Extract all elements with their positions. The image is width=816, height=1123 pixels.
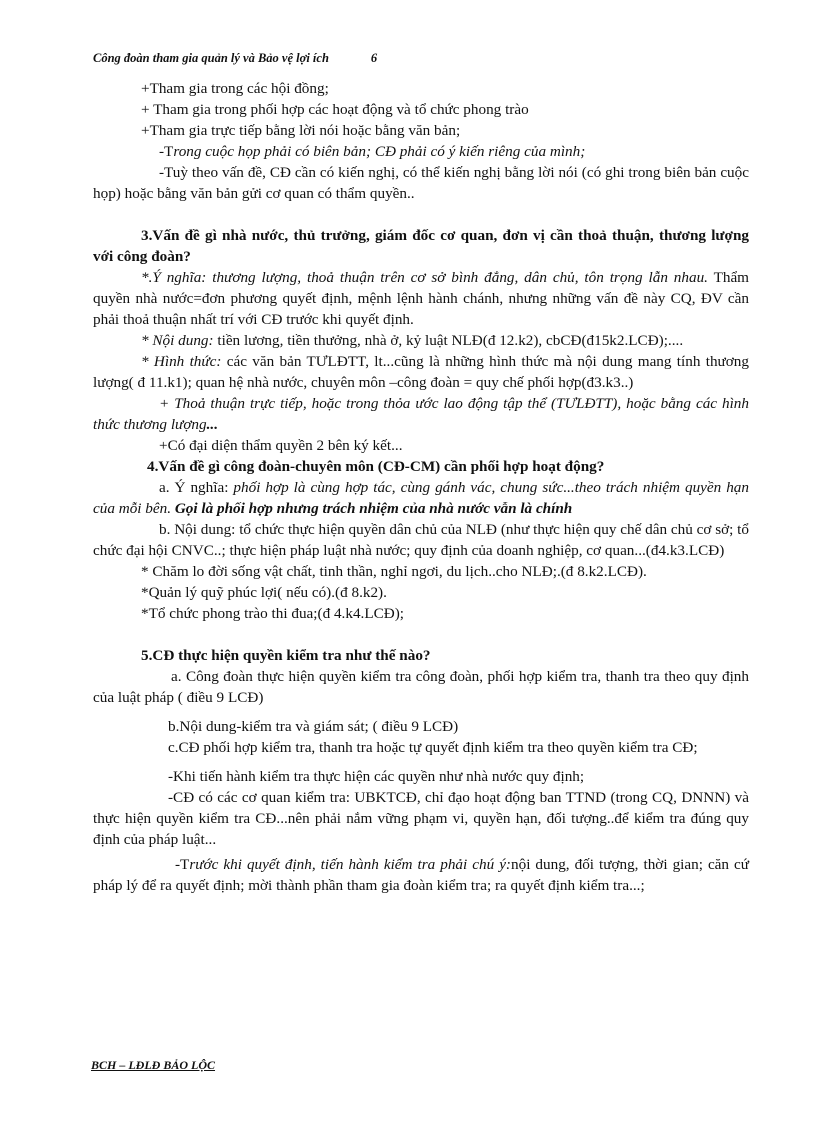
s3-content [93, 330, 749, 351]
s2-line-2: + Tham gia trong phối hợp các hoạt động và tổ chức phong trào [141, 101, 529, 118]
s2-line-3: +Tham gia trực tiếp bằng lời nói hoặc bằng văn bản; [141, 122, 461, 139]
s4-meaning-text: phối hợp là cùng hợp tác, cùng gánh vác, chung sức...theo trách nhiệm quyền hạn của mỗi bên. [93, 479, 749, 517]
s5-f-text: nội dung, đối tượng, thời gian; căn cứ pháp lý để ra quyết định; mời thành phần tham gia đoàn kiểm tra; ra quyết định kiểm tra...; [93, 856, 749, 894]
s5-f-italic: rước khi quyết định, tiến hành kiểm tra phải chú ý: [189, 856, 511, 873]
s3-agreement-text: + Thoả thuận trực tiếp, hoặc trong thỏa ước lao động tập thể (TƯLĐTT), hoặc bằng các hình thức thương lượng [93, 395, 749, 433]
s5-b: b.Nội dung-kiểm tra và giám sát; ( điều 9 LCĐ) [168, 718, 459, 735]
s3-agreement-tail: ... [206, 416, 219, 433]
header-title: Công đoàn tham gia quản lý và Bảo vệ lợi ích [93, 51, 329, 65]
s3-representative: +Có đại diện thẩm quyền 2 bên ký kết... [159, 437, 403, 454]
page-header [93, 51, 377, 66]
s2-line-1: +Tham gia trong các hội đồng; [141, 80, 329, 97]
s2-line-4-prefix: -T [159, 143, 174, 160]
s4-meaning-label: a. Ý nghĩa: [159, 479, 229, 496]
s2-line-4 [93, 141, 749, 162]
s3-form [93, 351, 749, 393]
page-footer: BCH – LĐLĐ BẢO LỘC [91, 1058, 216, 1072]
section-5-title: 5.CĐ thực hiện quyền kiểm tra như thế nào? [141, 647, 431, 664]
s4-care: * Chăm lo đời sống vật chất, tinh thần, nghỉ ngơi, du lịch..cho NLĐ;.(đ 8.k2.LCĐ). [141, 563, 647, 580]
s3-agreement [93, 393, 749, 435]
s3-meaning [93, 267, 749, 330]
s5-e: -CĐ có các cơ quan kiểm tra: UBKTCĐ, chỉ đạo hoạt động ban TTND (trong CQ, DNNN) và thực hiện quyền kiểm tra CĐ...nên phải nắm vững phạm vi, quyền hạn, đối tượng..để kiểm tra đúng quy định của pháp luật... [93, 789, 749, 848]
s2-line-4-italic: rong cuộc họp phải có biên bản; CĐ phải có ý kiến riêng của mình; [173, 143, 586, 160]
s3-content-label: * Nội dung: [141, 332, 214, 349]
s4-emulation: *Tổ chức phong trào thi đua;(đ 4.k4.LCĐ); [141, 605, 404, 622]
s5-a: a. Công đoàn thực hiện quyền kiểm tra công đoàn, phối hợp kiểm tra, thanh tra theo quy định của luật pháp ( điều 9 LCĐ) [93, 668, 749, 706]
document-body [93, 78, 749, 896]
s5-f-prefix: -T [175, 856, 190, 873]
section-3-title: 3.Vấn đề gì nhà nước, thủ trưởng, giám đốc cơ quan, đơn vị cần thoả thuận, thương lượng với công đoàn? [93, 227, 749, 265]
s4-meaning [93, 477, 749, 519]
s3-content-text: tiền lương, tiền thưởng, nhà ở, kỷ luật NLĐ(đ 12.k2), cbCĐ(đ15k2.LCĐ);.... [213, 332, 684, 349]
s5-f [93, 854, 749, 896]
s2-line-5: -Tuỳ theo vấn đề, CĐ cần có kiến nghị, có thể kiến nghị bằng lời nói (có ghi trong biên bản cuộc họp) hoặc bằng văn bản gửi cơ quan có thẩm quyền.. [93, 164, 749, 202]
section-4-title: 4.Vấn đề gì công đoàn-chuyên môn (CĐ-CM) cần phối hợp hoạt động? [147, 458, 605, 475]
s4-meaning-bold: Gọi là phối hợp nhưng trách nhiệm của nhà nước vẫn là chính [171, 500, 573, 517]
s3-form-text: các văn bản TƯLĐTT, lt...cũng là những hình thức mà nội dung mang tính thương lượng( đ 11.k1); quan hệ nhà nước, chuyên môn –công đoàn = quy chế phối hợp(đ3.k3..) [93, 353, 749, 391]
s5-d: -Khi tiến hành kiểm tra thực hiện các quyền như nhà nước quy định; [168, 768, 585, 785]
page-number: 6 [370, 51, 378, 65]
s5-c: c.CĐ phối hợp kiểm tra, thanh tra hoặc tự quyết định kiểm tra theo quyền kiểm tra CĐ; [168, 739, 698, 756]
s3-meaning-label: *.Ý nghĩa: thương lượng, thoả thuận trên cơ sở bình đẳng, dân chủ, tôn trọng lẫn nhau. [141, 269, 708, 286]
s3-form-label: * Hình thức: [141, 353, 222, 370]
s4-content: b. Nội dung: tổ chức thực hiện quyền dân chủ của NLĐ (như thực hiện quy chế dân chủ cơ sở; tổ chức đại hội CNVC..; thực hiện pháp luật nhà nước; quy định của doanh nghiệp, cơ quan...(đ4.k3.LCĐ) [93, 521, 749, 559]
s4-welfare: *Quản lý quỹ phúc lợi( nếu có).(đ 8.k2). [141, 584, 387, 601]
s3-meaning-text: Thẩm quyền nhà nước=đơn phương quyết định, mệnh lệnh hành chánh, nhưng những vấn đề này CQ, ĐV cần phải thoả thuận nhất trí với CĐ trước khi quyết định. [93, 269, 749, 328]
